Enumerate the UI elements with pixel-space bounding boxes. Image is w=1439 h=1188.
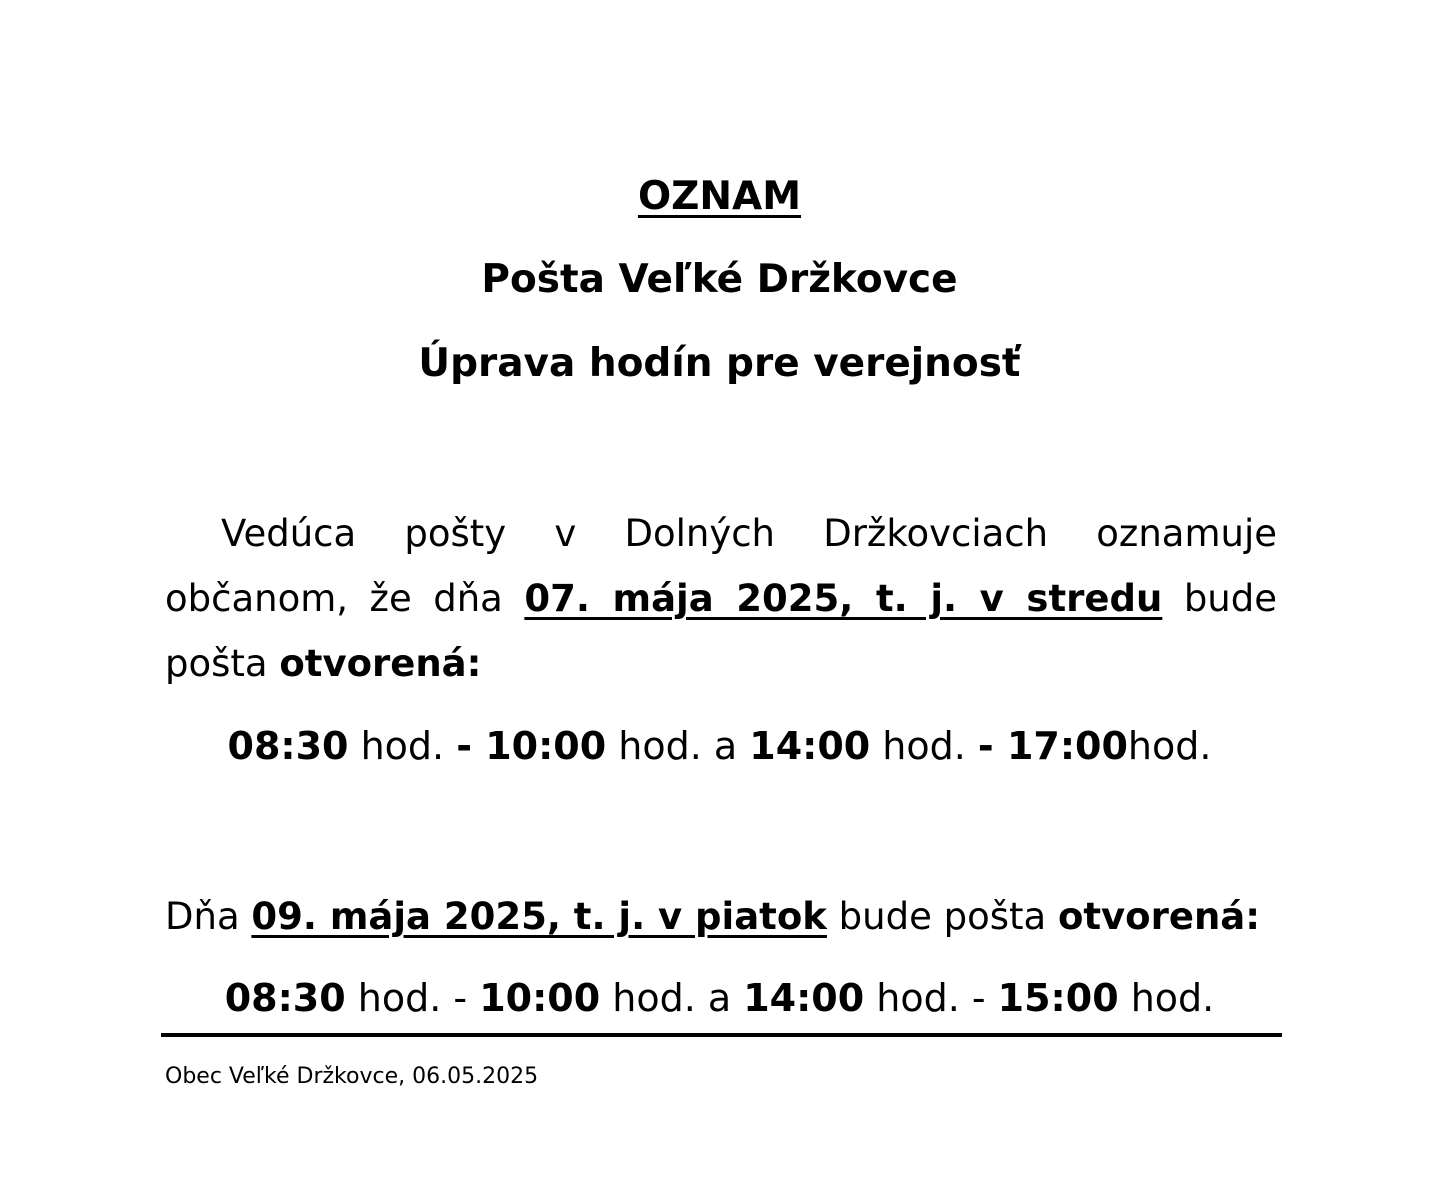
- hours-1-separator-2: -: [977, 724, 1007, 768]
- paragraph-2-intro: Dňa: [165, 895, 252, 938]
- hours-2-text-2: hod. a: [600, 976, 744, 1020]
- footer-divider: [161, 1033, 1282, 1037]
- paragraph-1-intro: Vedúca pošty v Dolných Držkovciach oznamuje občanom, že dňa: [165, 512, 1277, 620]
- notice-title-text: OZNAM: [637, 174, 802, 219]
- hours-1-text-1: hod.: [348, 724, 457, 768]
- hours-2-time-3: 14:00: [743, 976, 865, 1020]
- hours-2-time-1: 08:30: [224, 976, 346, 1020]
- opening-hours-1: [0, 721, 1439, 771]
- hours-1-text-3: hod.: [870, 724, 978, 768]
- paragraph-2-status: otvorená:: [1057, 895, 1261, 938]
- paragraph-1-date: 07. mája 2025, t. j. v stredu: [524, 577, 1163, 620]
- hours-2-text-4: hod.: [1118, 976, 1215, 1020]
- footer-signature: Obec Veľké Držkovce, 06.05.2025: [165, 1064, 539, 1089]
- hours-2-time-4: 15:00: [997, 976, 1119, 1020]
- paragraph-2-date: 09. mája 2025, t. j. v piatok: [251, 895, 827, 938]
- notice-title: [0, 173, 1439, 221]
- hours-1-text-2: hod. a: [606, 724, 750, 768]
- hours-2-text-3: hod. -: [864, 976, 998, 1020]
- hours-1-time-1: 08:30: [227, 724, 349, 768]
- hours-2-time-2: 10:00: [479, 976, 601, 1020]
- announcement-paragraph-2: [165, 884, 1277, 949]
- hours-1-time-2: 10:00: [485, 724, 607, 768]
- hours-1-time-4: 17:00: [1006, 724, 1128, 768]
- post-office-name: Pošta Veľké Držkovce: [481, 257, 958, 302]
- notice-subject: Úprava hodín pre verejnosť: [418, 341, 1021, 386]
- paragraph-1-status: otvorená:: [279, 642, 482, 685]
- paragraph-2-middle: bude pošta: [826, 895, 1058, 938]
- announcement-paragraph-1: [165, 501, 1277, 696]
- hours-1-separator-1: -: [456, 724, 486, 768]
- hours-1-text-4: hod.: [1127, 724, 1212, 768]
- paragraph-1-middle: bude pošta: [165, 577, 1278, 685]
- hours-1-time-3: 14:00: [749, 724, 871, 768]
- opening-hours-2: [0, 973, 1439, 1023]
- hours-2-text-1: hod. -: [345, 976, 480, 1020]
